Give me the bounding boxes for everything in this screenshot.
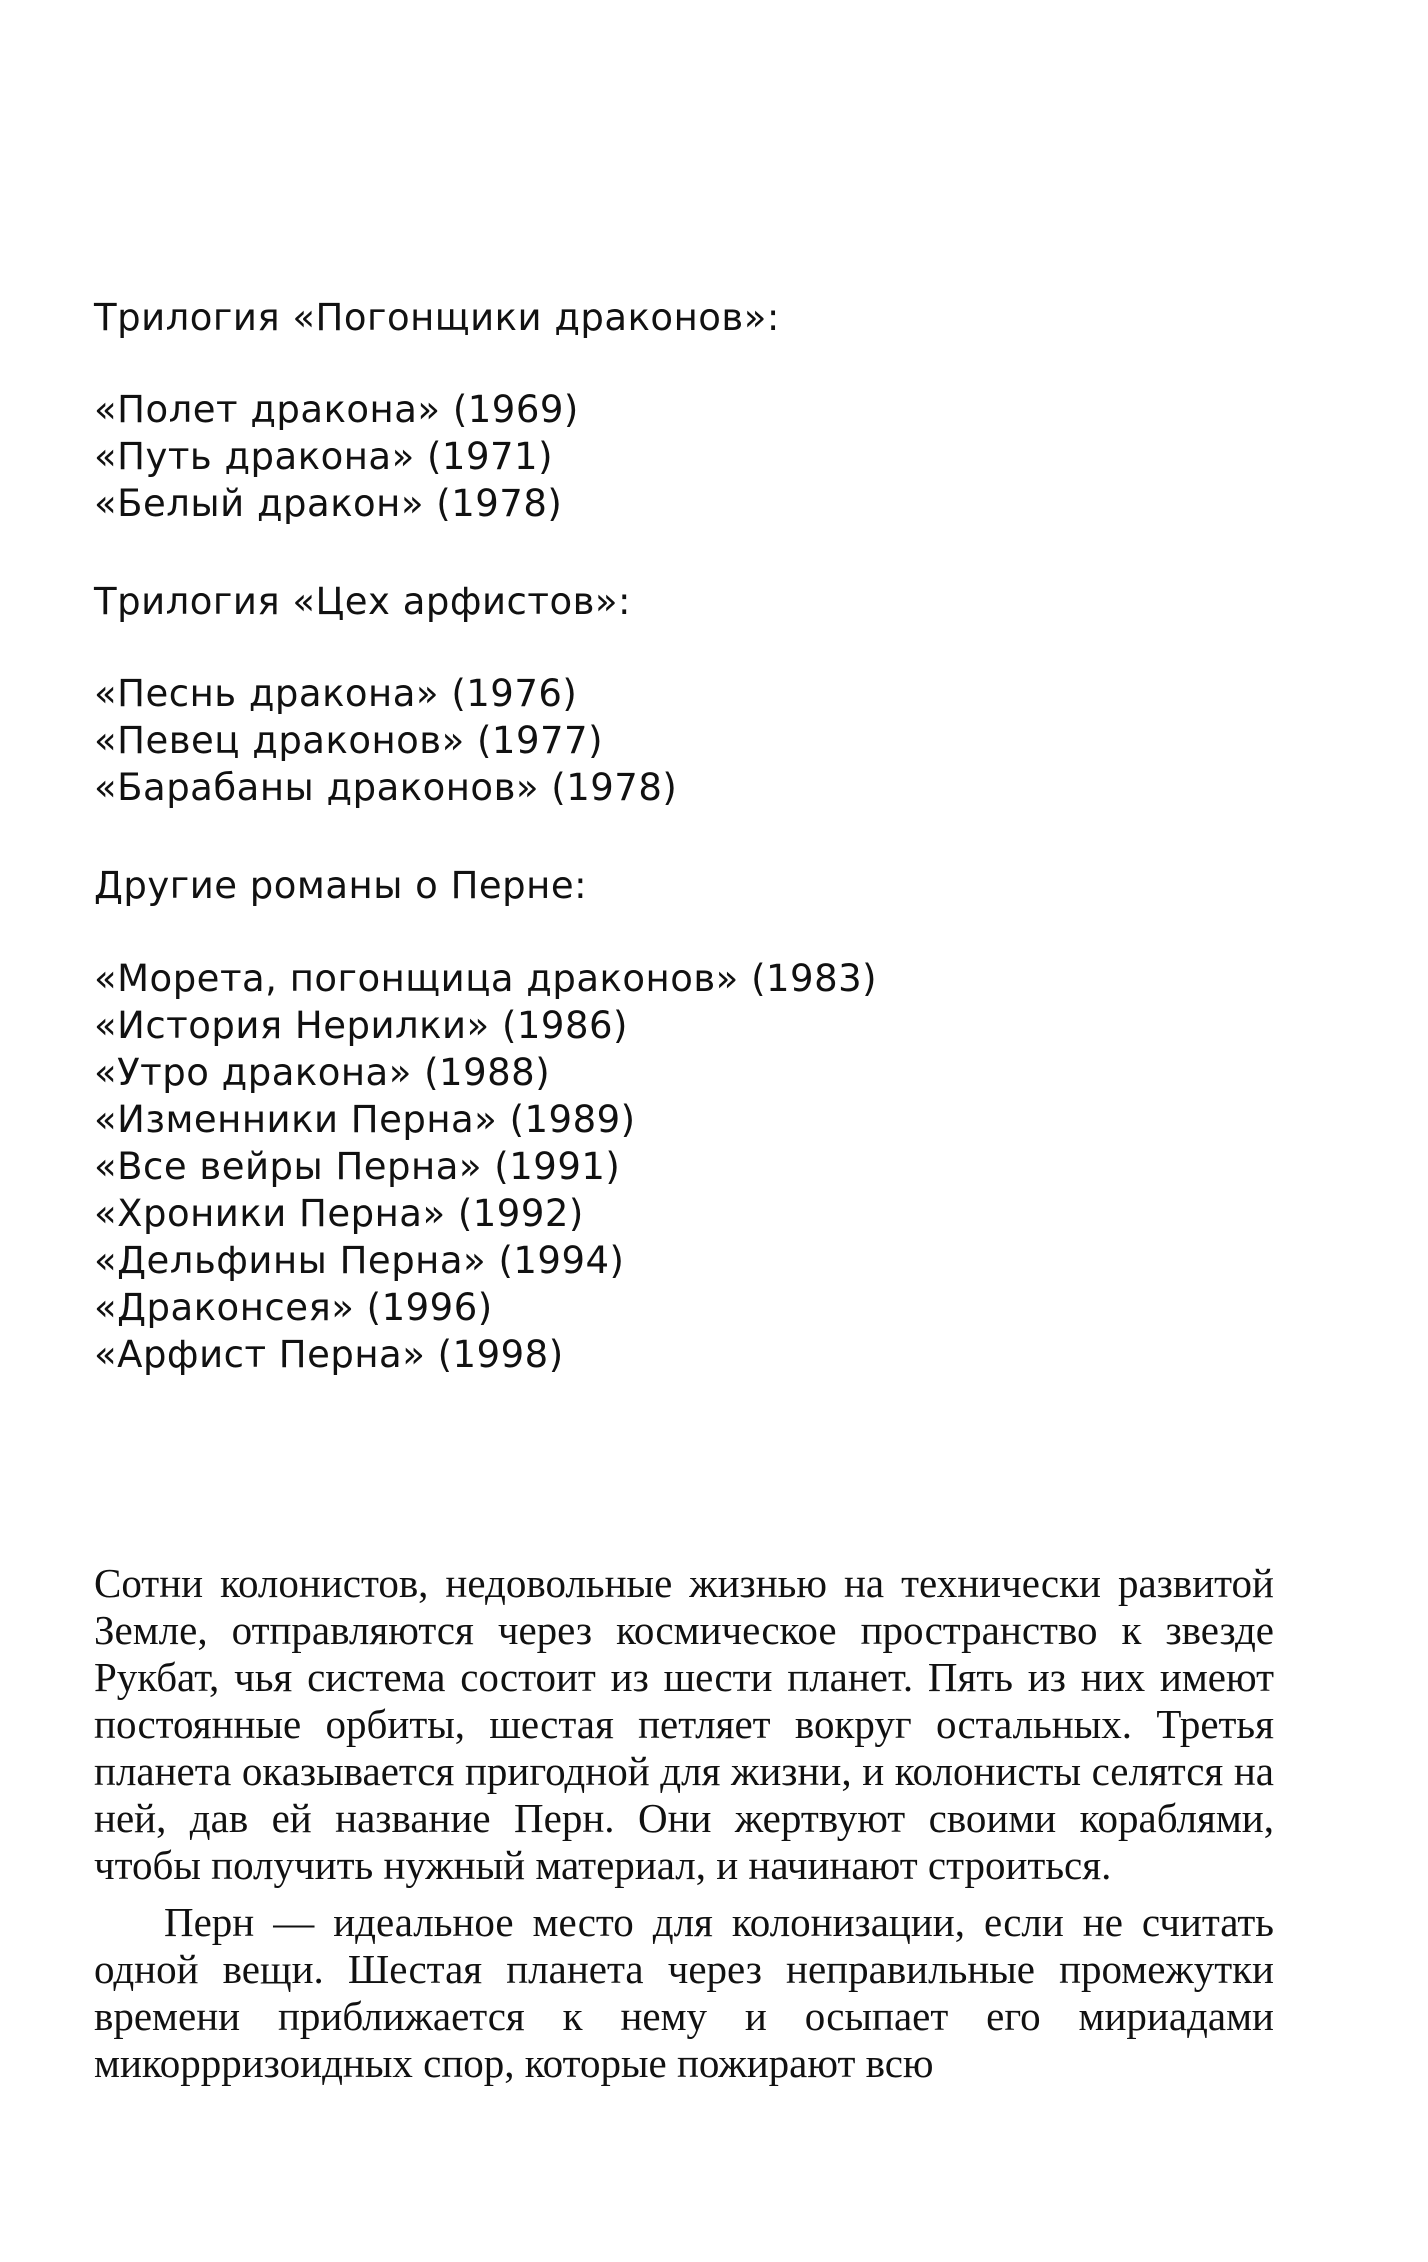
list-item: «Хроники Перна» (1992) bbox=[94, 1192, 584, 1235]
section-heading: Трилогия «Погонщики драконов»: bbox=[94, 296, 780, 339]
list-item: «Изменники Перна» (1989) bbox=[94, 1098, 636, 1141]
trilogy-dragonriders-heading bbox=[94, 294, 780, 341]
list-item: «Певец драконов» (1977) bbox=[94, 719, 604, 762]
list-item: «Все вейры Перна» (1991) bbox=[94, 1145, 621, 1188]
other-pern-novels-heading bbox=[94, 862, 587, 909]
list-item: «Дельфины Перна» (1994) bbox=[94, 1239, 625, 1282]
section-heading: Другие романы о Перне: bbox=[94, 864, 588, 907]
list-item: «Утро дракона» (1988) bbox=[94, 1051, 551, 1094]
list-item: «Драконсея» (1996) bbox=[94, 1286, 493, 1329]
section-heading: Трилогия «Цех арфистов»: bbox=[94, 580, 631, 623]
annotation-text bbox=[94, 1560, 1274, 2087]
trilogy-harper-hall-heading bbox=[94, 578, 631, 625]
list-item: «Песнь дракона» (1976) bbox=[94, 672, 578, 715]
list-item: «Арфист Перна» (1998) bbox=[94, 1333, 564, 1376]
list-item: «История Нерилки» (1986) bbox=[94, 1004, 628, 1047]
paragraph: Перн — идеальное место для колонизации, если не считать одной вещи. Шестая планета через неправильные промежутки времени приближается к нему и осыпает его мириадами микоррризоидных спор, которые пожирают всю bbox=[94, 1899, 1274, 2086]
trilogy-harper-hall-list bbox=[94, 670, 677, 811]
list-item: «Морета, погонщица драконов» (1983) bbox=[94, 957, 878, 1000]
other-pern-novels-list bbox=[94, 955, 877, 1378]
list-item: «Белый дракон» (1978) bbox=[94, 482, 563, 525]
trilogy-dragonriders-list bbox=[94, 386, 579, 527]
list-item: «Барабаны драконов» (1978) bbox=[94, 766, 678, 809]
paragraph: Сотни колонистов, недовольные жизнью на технически развитой Земле, отправляются через космическое пространство к звезде Рукбат, чья система состоит из шести планет. Пять из них имеют постоянные орбиты, шестая петляет вокруг остальных. Третья планета оказывается пригодной для жизни, и колонисты селятся на ней, дав ей название Перн. Они жертвуют своими кораблями, чтобы получить нужный материал, и начинают строиться. bbox=[94, 1560, 1274, 1888]
list-item: «Путь дракона» (1971) bbox=[94, 435, 553, 478]
list-item: «Полет дракона» (1969) bbox=[94, 388, 579, 431]
